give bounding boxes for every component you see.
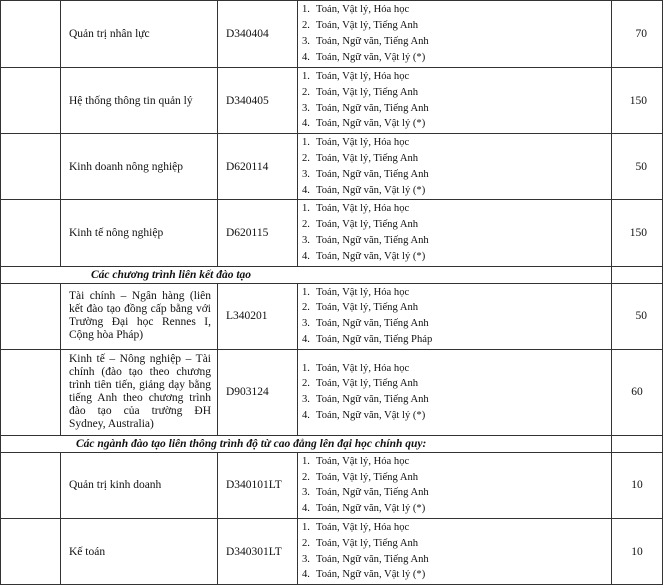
subject-item: 3. Toán, Ngữ văn, Tiếng Anh bbox=[302, 487, 429, 499]
program-code: D340405 bbox=[218, 68, 298, 134]
subject-combinations bbox=[298, 349, 612, 435]
subject-combinations bbox=[298, 518, 612, 584]
subject-item: 3. Toán, Ngữ văn, Tiếng Anh bbox=[302, 36, 429, 47]
subject-item: 1. Toán, Vật lý, Hóa học bbox=[302, 455, 410, 467]
subject-item: 2. Toán, Vật lý, Tiếng Anh bbox=[302, 378, 419, 390]
program-name: Quản trị nhân lực bbox=[61, 1, 218, 68]
subject-item: 2. Toán, Vật lý, Tiếng Anh bbox=[302, 219, 419, 231]
program-code: D903124 bbox=[218, 349, 298, 435]
stt-cell bbox=[1, 68, 61, 134]
table-row bbox=[1, 200, 663, 266]
subject-item: 3. Toán, Ngữ văn, Tiếng Anh bbox=[302, 318, 429, 330]
table-row bbox=[1, 518, 663, 584]
subject-item: 3. Toán, Ngữ văn, Tiếng Anh bbox=[302, 394, 429, 406]
table-row bbox=[1, 1, 663, 68]
subject-item: 1. Toán, Vật lý, Hóa học bbox=[302, 521, 410, 533]
stt-cell bbox=[1, 349, 61, 435]
subject-combinations bbox=[298, 200, 612, 266]
section-title: Các chương trình liên kết đào tạo bbox=[1, 266, 612, 283]
subject-item: 1. Toán, Vật lý, Hóa học bbox=[302, 286, 410, 298]
subject-item: 4. Toán, Ngữ văn, Vật lý (*) bbox=[302, 51, 426, 63]
section-empty-cell bbox=[612, 435, 663, 452]
program-code: D340101LT bbox=[218, 452, 298, 518]
quota: 70 bbox=[612, 1, 663, 68]
stt-cell bbox=[1, 1, 61, 68]
table-row bbox=[1, 349, 663, 435]
subject-item: 2. Toán, Vật lý, Tiếng Anh bbox=[302, 302, 419, 314]
subject-item: 1. Toán, Vật lý, Hóa học bbox=[302, 137, 410, 149]
stt-cell bbox=[1, 134, 61, 200]
subject-item: 4. Toán, Ngữ văn, Vật lý (*) bbox=[302, 250, 426, 262]
subject-item: 3. Toán, Ngữ văn, Tiếng Anh bbox=[302, 102, 429, 114]
program-code: D340301LT bbox=[218, 518, 298, 584]
subject-combinations bbox=[298, 134, 612, 200]
subject-item: 1. Toán, Vật lý, Hóa học bbox=[302, 362, 410, 374]
section-row bbox=[1, 435, 663, 452]
table-row bbox=[1, 134, 663, 200]
subject-item: 4. Toán, Ngữ văn, Vật lý (*) bbox=[302, 118, 426, 130]
program-code: D620114 bbox=[218, 134, 298, 200]
subject-item: 3. Toán, Ngữ văn, Tiếng Anh bbox=[302, 234, 429, 246]
subject-combinations bbox=[298, 283, 612, 349]
subject-item: 4. Toán, Ngữ văn, Vật lý (*) bbox=[302, 410, 426, 422]
program-name: Hệ thống thông tin quản lý bbox=[61, 68, 218, 134]
subject-item: 4. Toán, Ngữ văn, Vật lý (*) bbox=[302, 569, 426, 581]
subject-combinations bbox=[298, 452, 612, 518]
stt-cell bbox=[1, 452, 61, 518]
stt-cell bbox=[1, 518, 61, 584]
program-name: Kinh tế nông nghiệp bbox=[61, 200, 218, 266]
table-row bbox=[1, 452, 663, 518]
program-code: D340404 bbox=[218, 1, 298, 68]
subject-item: 2. Toán, Vật lý, Tiếng Anh bbox=[302, 537, 419, 549]
stt-cell bbox=[1, 283, 61, 349]
quota: 50 bbox=[612, 283, 663, 349]
subject-item: 2. Toán, Vật lý, Tiếng Anh bbox=[302, 20, 419, 32]
subject-item: 1. Toán, Vật lý, Hóa học bbox=[302, 4, 410, 16]
subject-combinations bbox=[298, 68, 612, 134]
stt-cell bbox=[1, 200, 61, 266]
subject-item: 4. Toán, Ngữ văn, Vật lý (*) bbox=[302, 503, 426, 515]
section-row bbox=[1, 266, 663, 283]
program-name: Quản trị kinh doanh bbox=[61, 452, 218, 518]
subject-item: 2. Toán, Vật lý, Tiếng Anh bbox=[302, 471, 419, 483]
program-name: Kế toán bbox=[61, 518, 218, 584]
program-code: L340201 bbox=[218, 283, 298, 349]
subject-item: 4. Toán, Ngữ văn, Vật lý (*) bbox=[302, 184, 426, 196]
section-title: Các ngành đào tạo liên thông trình độ từ cao đẳng lên đại học chính quy: bbox=[1, 435, 612, 452]
table-row bbox=[1, 68, 663, 134]
quota: 60 bbox=[612, 349, 663, 435]
quota: 10 bbox=[612, 518, 663, 584]
quota: 150 bbox=[612, 68, 663, 134]
subject-item: 2. Toán, Vật lý, Tiếng Anh bbox=[302, 86, 419, 98]
subject-item: 4. Toán, Ngữ văn, Tiếng Pháp bbox=[302, 333, 433, 345]
subject-item: 3. Toán, Ngữ văn, Tiếng Anh bbox=[302, 168, 429, 180]
program-name: Tài chính – Ngân hàng (liên kết đào tạo đồng cấp bằng với Trường Đại học Rennes I, Cộng hòa Pháp) bbox=[61, 283, 218, 349]
table-row bbox=[1, 283, 663, 349]
subject-combinations bbox=[298, 1, 612, 68]
subject-item: 1. Toán, Vật lý, Hóa học bbox=[302, 71, 410, 82]
program-code: D620115 bbox=[218, 200, 298, 266]
subject-item: 1. Toán, Vật lý, Hóa học bbox=[302, 203, 410, 215]
quota: 50 bbox=[612, 134, 663, 200]
subject-item: 3. Toán, Ngữ văn, Tiếng Anh bbox=[302, 553, 429, 565]
quota: 150 bbox=[612, 200, 663, 266]
program-name: Kinh tế – Nông nghiệp – Tài chính (đào tạo theo chương trình tiên tiến, giảng dạy bằng tiếng Anh theo chương trình đào tạo của trường ĐH Sydney, Australia) bbox=[61, 349, 218, 435]
subject-item: 2. Toán, Vật lý, Tiếng Anh bbox=[302, 152, 419, 164]
program-name: Kinh doanh nông nghiệp bbox=[61, 134, 218, 200]
section-empty-cell bbox=[612, 266, 663, 283]
quota: 10 bbox=[612, 452, 663, 518]
